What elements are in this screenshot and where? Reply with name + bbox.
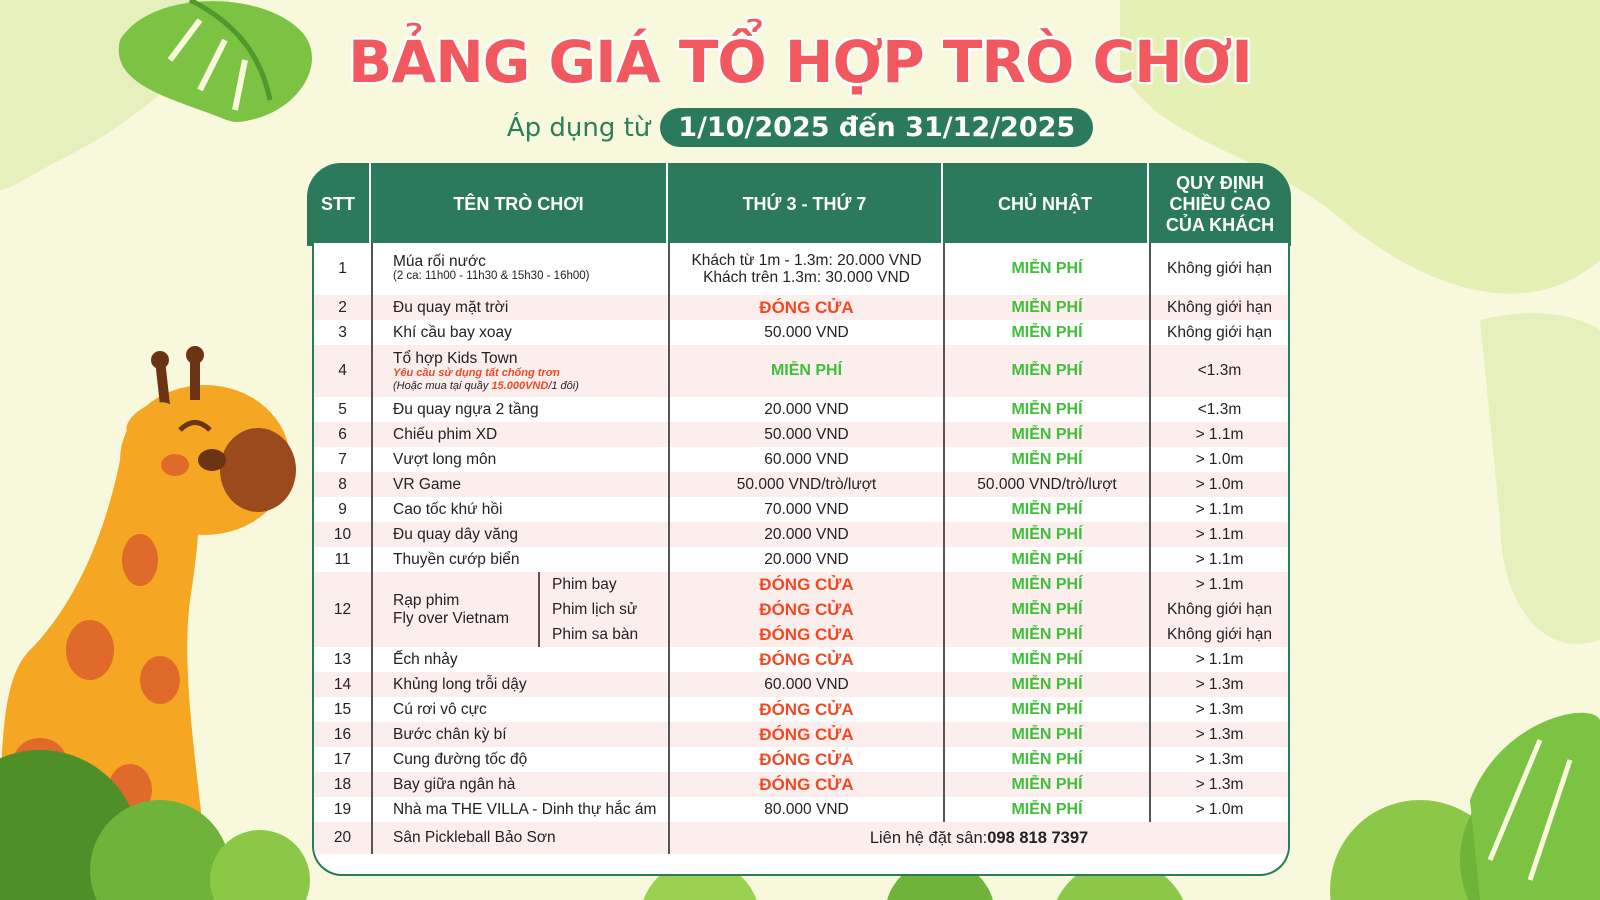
page-title: BẢNG GIÁ TỔ HỢP TRÒ CHƠI xyxy=(348,28,1252,96)
sub-height: > 1.1m xyxy=(1195,575,1244,593)
row-stt: 15 xyxy=(314,697,373,722)
row-name: Vượt long môn xyxy=(373,447,670,472)
table-row xyxy=(314,547,1288,572)
row-name: Khủng long trỗi dậy xyxy=(373,672,670,697)
table-row xyxy=(314,320,1288,345)
row-stt: 7 xyxy=(314,447,373,472)
row-name: Cú rơi vô cực xyxy=(373,697,670,722)
table-row xyxy=(314,243,1288,295)
row-name: Nhà ma THE VILLA - Dinh thự hắc ám xyxy=(373,797,670,822)
row-sunday: MIỄN PHÍ xyxy=(945,320,1151,345)
sub-film-name: Phim bay xyxy=(552,575,617,593)
row-sunday: MIỄN PHÍ xyxy=(945,647,1151,672)
row-name: Đu quay mặt trời xyxy=(373,295,670,320)
header-stt: STT xyxy=(307,163,371,246)
row-weekday-line2: Khách trên 1.3m: 30.000 VND xyxy=(703,269,910,286)
row-weekday xyxy=(670,572,945,647)
row-sunday: MIỄN PHÍ xyxy=(945,697,1151,722)
row-height: > 1.1m xyxy=(1195,550,1244,568)
pickleball-contact xyxy=(670,822,1288,854)
row-name-note: (2 ca: 11h00 - 11h30 & 15h30 - 16h00) xyxy=(393,270,590,282)
row-stt: 9 xyxy=(314,497,373,522)
row-height: > 1.3m xyxy=(1195,675,1244,693)
row-height: > 1.1m xyxy=(1195,425,1244,443)
sub-sunday: MIỄN PHÍ xyxy=(1011,600,1083,618)
row-name: Ếch nhảy xyxy=(373,647,670,672)
cinema-name xyxy=(373,592,538,628)
row-sunday: MIỄN PHÍ xyxy=(945,747,1151,772)
row-stt: 3 xyxy=(314,320,373,345)
header-name: TÊN TRÒ CHƠI xyxy=(371,163,668,246)
row-weekday: 70.000 VND xyxy=(670,497,945,522)
row-weekday: MIỄN PHÍ xyxy=(670,345,945,397)
row-height: > 1.0m xyxy=(1195,475,1244,493)
row-sunday: MIỄN PHÍ xyxy=(945,547,1151,572)
row-sunday: MIỄN PHÍ xyxy=(945,243,1151,295)
row-stt: 8 xyxy=(314,472,373,497)
row-name: Cao tốc khứ hồi xyxy=(373,497,670,522)
row-sunday: MIỄN PHÍ xyxy=(945,797,1151,822)
cinema-sub-names xyxy=(538,572,638,647)
row-name xyxy=(373,345,670,397)
row-weekday: 60.000 VND xyxy=(670,672,945,697)
table-row xyxy=(314,772,1288,797)
row-stt: 11 xyxy=(314,547,373,572)
row-name-text: Tổ hợp Kids Town xyxy=(393,349,518,367)
row-stt: 20 xyxy=(314,822,373,854)
row-weekday: ĐÓNG CỬA xyxy=(670,747,945,772)
row-height xyxy=(1151,572,1288,647)
row-height: Không giới hạn xyxy=(1167,323,1272,341)
table-row xyxy=(314,672,1288,697)
row-height: > 1.1m xyxy=(1195,525,1244,543)
table-row xyxy=(314,522,1288,547)
table-row xyxy=(314,295,1288,320)
row-height: > 1.3m xyxy=(1195,700,1244,718)
price-table xyxy=(307,163,1291,874)
row-stt: 13 xyxy=(314,647,373,672)
apply-range-badge: 1/10/2025 đến 31/12/2025 xyxy=(660,108,1093,147)
sub-weekday: ĐÓNG CỬA xyxy=(759,574,854,594)
row-name: Sân Pickleball Bảo Sơn xyxy=(373,822,670,854)
row-name: VR Game xyxy=(373,472,670,497)
table-row xyxy=(314,497,1288,522)
sub-height: Không giới hạn xyxy=(1167,625,1272,643)
row-stt: 2 xyxy=(314,295,373,320)
row-height: Không giới hạn xyxy=(1167,260,1272,277)
row-stt: 18 xyxy=(314,772,373,797)
row-stt: 12 xyxy=(314,572,373,647)
row-weekday: ĐÓNG CỬA xyxy=(670,295,945,320)
sub-sunday: MIỄN PHÍ xyxy=(1011,575,1083,593)
table-row xyxy=(314,697,1288,722)
row-name: Đu quay dây văng xyxy=(373,522,670,547)
row-name: Khí cầu bay xoay xyxy=(373,320,670,345)
sub-film-name: Phim sa bàn xyxy=(552,625,639,643)
row-height: > 1.1m xyxy=(1195,500,1244,518)
row-weekday: ĐÓNG CỬA xyxy=(670,697,945,722)
table-row xyxy=(314,472,1288,497)
header-sunday: CHỦ NHẬT xyxy=(943,163,1149,246)
row-weekday: 50.000 VND xyxy=(670,320,945,345)
row-name: Thuyền cướp biển xyxy=(373,547,670,572)
row-stt: 5 xyxy=(314,397,373,422)
row-name-note: (Hoặc mua tại quầy 15.000VND/1 đôi) xyxy=(393,379,579,392)
row-height: > 1.0m xyxy=(1195,450,1244,468)
cinema-name-line1: Rạp phim xyxy=(393,591,460,609)
header-weekday: THỨ 3 - THỨ 7 xyxy=(668,163,943,246)
sub-height: Không giới hạn xyxy=(1167,600,1272,618)
row-sunday: MIỄN PHÍ xyxy=(945,772,1151,797)
table-row xyxy=(314,447,1288,472)
row-height: <1.3m xyxy=(1197,362,1242,379)
row-weekday: 20.000 VND xyxy=(670,522,945,547)
row-weekday: 20.000 VND xyxy=(670,547,945,572)
row-sunday: MIỄN PHÍ xyxy=(945,672,1151,697)
sub-weekday: ĐÓNG CỬA xyxy=(759,624,854,644)
row-name xyxy=(373,243,670,295)
row-height: Không giới hạn xyxy=(1167,298,1272,316)
row-stt: 19 xyxy=(314,797,373,822)
row-name: Chiếu phim XD xyxy=(373,422,670,447)
row-stt: 17 xyxy=(314,747,373,772)
table-row xyxy=(314,397,1288,422)
apply-period xyxy=(0,108,1600,147)
row-weekday: 50.000 VND/trò/lượt xyxy=(670,472,945,497)
row-name: Bay giữa ngân hà xyxy=(373,772,670,797)
row-stt: 16 xyxy=(314,722,373,747)
table-row xyxy=(314,345,1288,397)
table-row xyxy=(314,822,1288,854)
row-name-text: Múa rối nước xyxy=(393,253,486,270)
row-weekday: ĐÓNG CỬA xyxy=(670,722,945,747)
sub-weekday: ĐÓNG CỬA xyxy=(759,599,854,619)
row-weekday: 50.000 VND xyxy=(670,422,945,447)
row-weekday: ĐÓNG CỬA xyxy=(670,647,945,672)
contact-label: Liên hệ đặt sân: xyxy=(869,828,988,847)
row-height: > 1.3m xyxy=(1195,725,1244,743)
row-name-requirement: Yêu cầu sử dụng tất chống trơn xyxy=(393,366,560,379)
row-stt: 4 xyxy=(314,345,373,397)
row-name xyxy=(373,572,670,647)
row-sunday: MIỄN PHÍ xyxy=(945,295,1151,320)
sock-price: 15.000VND xyxy=(491,379,549,392)
row-height: > 1.3m xyxy=(1195,775,1244,793)
row-sunday: MIỄN PHÍ xyxy=(945,522,1151,547)
row-sunday: MIỄN PHÍ xyxy=(945,447,1151,472)
cinema-name-line2: Fly over Vietnam xyxy=(393,609,510,627)
table-row xyxy=(314,747,1288,772)
row-name: Cung đường tốc độ xyxy=(373,747,670,772)
row-stt: 6 xyxy=(314,422,373,447)
table-row xyxy=(314,572,1288,647)
row-height: <1.3m xyxy=(1197,400,1242,418)
row-height: > 1.3m xyxy=(1195,750,1244,768)
sub-film-name: Phim lịch sử xyxy=(552,600,638,618)
table-body xyxy=(312,243,1290,876)
row-weekday xyxy=(670,243,945,295)
row-sunday: MIỄN PHÍ xyxy=(945,345,1151,397)
row-name: Bước chân kỳ bí xyxy=(373,722,670,747)
row-sunday: MIỄN PHÍ xyxy=(945,722,1151,747)
row-stt: 1 xyxy=(314,243,373,295)
row-height: > 1.1m xyxy=(1195,650,1244,668)
row-stt: 14 xyxy=(314,672,373,697)
header-height: QUY ĐỊNH CHIỀU CAO CỦA KHÁCH xyxy=(1165,173,1275,235)
row-height: > 1.0m xyxy=(1195,800,1244,818)
row-weekday: 80.000 VND xyxy=(670,797,945,822)
row-stt: 10 xyxy=(314,522,373,547)
table-header xyxy=(307,163,1291,246)
table-row xyxy=(314,722,1288,747)
row-weekday: 60.000 VND xyxy=(670,447,945,472)
row-sunday: MIỄN PHÍ xyxy=(945,422,1151,447)
row-weekday-line1: Khách từ 1m - 1.3m: 20.000 VND xyxy=(691,252,922,269)
row-sunday: MIỄN PHÍ xyxy=(945,397,1151,422)
sub-sunday: MIỄN PHÍ xyxy=(1011,625,1083,643)
contact-phone: 098 818 7397 xyxy=(987,828,1089,847)
row-sunday xyxy=(945,572,1151,647)
row-weekday: 20.000 VND xyxy=(670,397,945,422)
table-row xyxy=(314,422,1288,447)
row-sunday: MIỄN PHÍ xyxy=(945,497,1151,522)
row-sunday: 50.000 VND/trò/lượt xyxy=(945,472,1151,497)
table-row xyxy=(314,647,1288,672)
apply-label: Áp dụng từ xyxy=(506,112,651,143)
table-row xyxy=(314,797,1288,822)
row-weekday: ĐÓNG CỬA xyxy=(670,772,945,797)
row-name: Đu quay ngựa 2 tầng xyxy=(373,397,670,422)
